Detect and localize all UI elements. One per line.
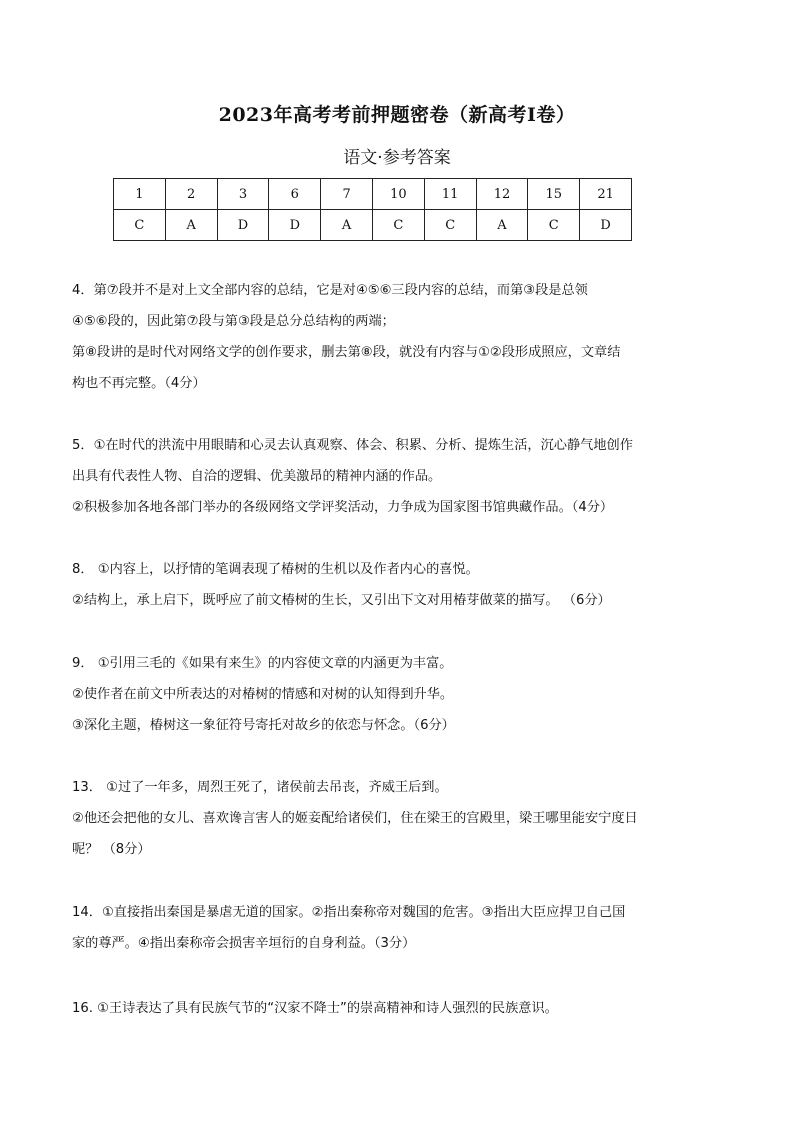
answer-line: ④⑤⑥段的，因此第⑦段与第③段是总分总结构的两端； [72,314,395,329]
answer-line: 出具有代表性人物、自洽的逻辑、优美激昂的精神内涵的作品。 [72,469,442,484]
answer-line: 第⑧段讲的是时代对网络文学的创作要求，删去第⑧段，就没有内容与①②段形成照应，文章结 [72,345,621,360]
answer-cell: A [165,210,217,241]
question-number-cell: 15 [528,179,580,210]
answer-line: 8． ①内容上，以抒情的笔调表现了椿树的生机以及作者内心的喜悦。 [72,562,479,577]
answer-line: ③深化主题，椿树这一象征符号寄托对故乡的依恋与怀念。（6分） [72,718,455,733]
question-number-row [114,179,632,210]
answer-cell: D [217,210,269,241]
answer-line: 构也不再完整。（4分） [72,376,206,391]
answer-cell: D [269,210,321,241]
answer-line: ②积极参加各地各部门举办的各级网络文学评奖活动，力争成为国家图书馆典藏作品。（4分） [72,500,614,515]
question-number-cell: 2 [165,179,217,210]
answer-row [114,210,632,241]
answer-line: 4．第⑦段并不是对上文全部内容的总结，它是对④⑤⑥三段内容的总结，而第③段是总领 [72,283,588,298]
question-number-cell: 10 [372,179,424,210]
answer-cell: C [372,210,424,241]
answer-line: 9． ①引用三毛的《如果有来生》的内容使文章的内涵更为丰富。 [72,656,453,671]
question-number-cell: 6 [269,179,321,210]
answer-block-q13 [72,772,732,865]
answer-line: ②结构上，承上启下，既呼应了前文椿树的生长，又引出下文对用椿芽做菜的描写。 （6分） [72,593,611,608]
question-number-cell: 21 [580,179,632,210]
answer-cell: C [114,210,166,241]
page-subtitle: 语文·参考答案 [343,148,451,168]
answer-block-q5 [72,430,732,523]
answer-block-q16 [72,993,732,1024]
answer-block-q4 [72,275,732,399]
answer-line: 呢？ （8分） [72,842,151,857]
answer-line: 14．①直接指出秦国是暴虐无道的国家。②指出秦称帝对魏国的危害。③指出大臣应捍卫自己国 [72,905,626,920]
question-number-cell: 3 [217,179,269,210]
answer-cell: A [321,210,373,241]
answer-block-q8 [72,554,732,616]
question-number-cell: 12 [476,179,528,210]
question-number-cell: 7 [321,179,373,210]
answer-line: 5．①在时代的洪流中用眼睛和心灵去认真观察、体会、积累、分析、提炼生活，沉心静气地创作 [72,438,633,453]
answer-cell: C [424,210,476,241]
answer-line: ②他还会把他的女儿、喜欢谗言害人的姬妾配给诸侯们，住在梁王的宫殿里，梁王哪里能安宁度日 [72,811,638,826]
answer-line: 13． ①过了一年多，周烈王死了，诸侯前去吊丧，齐威王后到。 [72,780,448,795]
answer-block-q9 [72,648,732,741]
answer-line: ②使作者在前文中所表达的对椿树的情感和对树的认知得到升华。 [72,687,454,702]
answer-cell: C [528,210,580,241]
answer-cell: A [476,210,528,241]
question-number-cell: 11 [424,179,476,210]
answer-line: 家的尊严。④指出秦称帝会损害辛垣衍的自身利益。（3分） [72,936,416,951]
answer-key-table [113,178,632,241]
page-title: 2023年高考考前押题密卷（新高考Ⅰ卷） [218,104,576,126]
answer-cell: D [580,210,632,241]
answer-block-q14 [72,897,732,959]
question-number-cell: 1 [114,179,166,210]
answer-line: 16. ①王诗表达了具有民族气节的“汉家不降士”的崇高精神和诗人强烈的民族意识。 [72,1001,558,1016]
